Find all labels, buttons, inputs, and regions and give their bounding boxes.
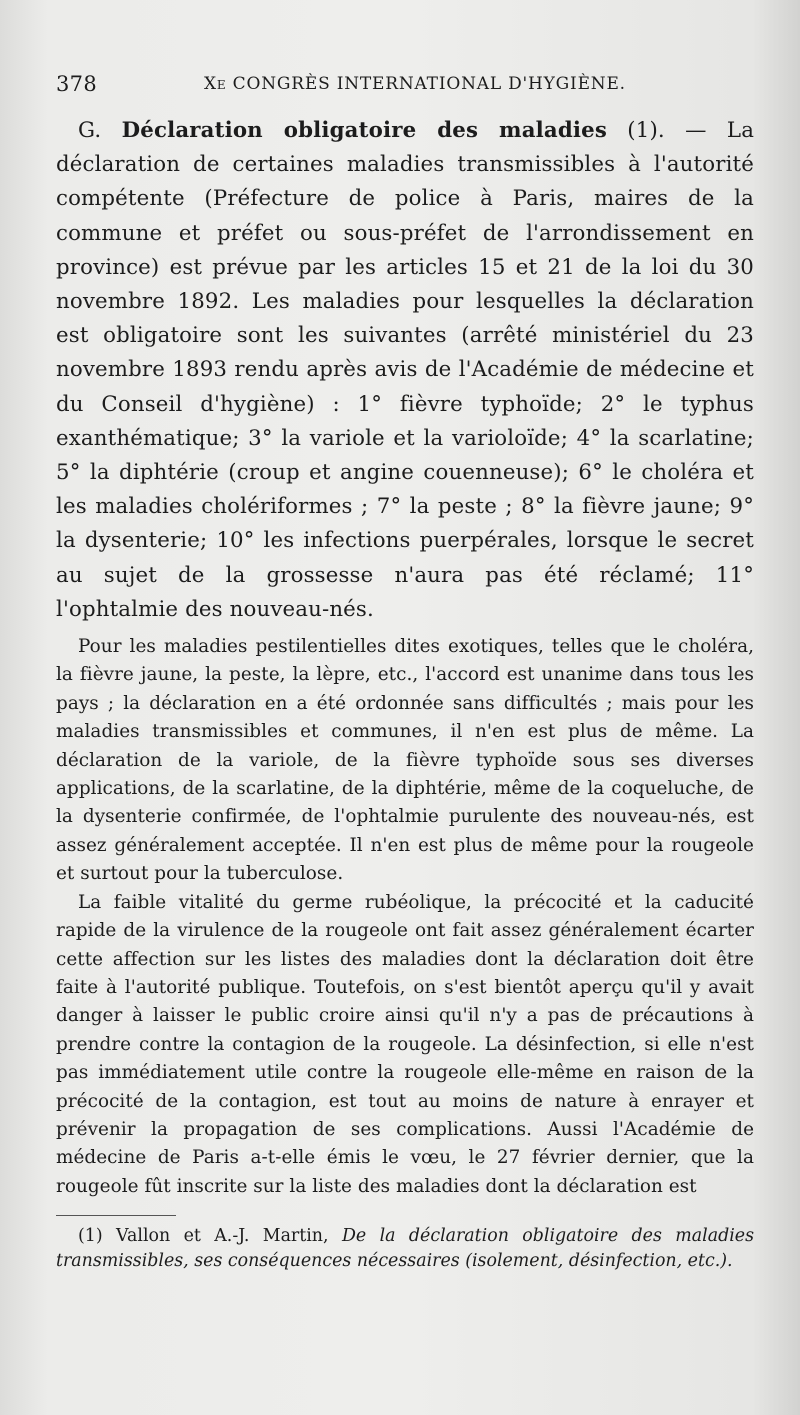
running-title: Xe CONGRÈS INTERNATIONAL D'HYGIÈNE. [204, 74, 626, 94]
section-text: — La déclaration de certaines maladies transmissibles à l'autorité compétente (Préfecture de police à Paris, maires de la commune et préfet ou sous-préfet de l'arrondissement en province) est prévue par les articles 15 et 21 de la loi du 30 novembre 1892. Les maladies pour lesquelles la déclaration est obligatoire sont les suivantes (arrêté ministériel du 23 novembre 1893 rendu après avis de l'Académie de médecine et du Conseil d'hygiène) : 1° fièvre typhoïde; 2° le typhus exanthématique; 3° la variole et la varioloïde; 4° la scarlatine; 5° la diphtérie (croup et angine couenneuse); 6° le choléra et les maladies cholériformes ; 7° la peste ; 8° la fièvre jaune; 9° la dysenterie; 10° les infections puerpérales, lorsque le secret au sujet de la grossesse n'aura pas été réclamé; 11° l'ophtalmie des nouveau-nés. [56, 118, 755, 622]
footnote [56, 1224, 754, 1274]
page-header [56, 72, 756, 104]
footnote-reference: (1). [627, 118, 665, 143]
footnote-tail: (isolement, désinfection, etc.). [465, 1251, 733, 1272]
page-number: 378 [56, 72, 97, 96]
footnote-divider [56, 1215, 176, 1216]
section-paragraph [56, 114, 754, 627]
section-marker: G. [78, 118, 102, 143]
page-body [56, 114, 754, 1274]
footnote-marker: (1) [78, 1226, 103, 1247]
footnote-title: De la déclaration obligatoire des maladies transmissibles, ses conséquences nécessaires [56, 1226, 754, 1272]
footnote-authors: Vallon et A.-J. Martin, [116, 1226, 329, 1247]
section-heading: Déclaration obligatoire des maladies [121, 118, 607, 143]
body-paragraph: Pour les maladies pestilentielles dites exotiques, telles que le choléra, la fièvre jaune, la peste, la lèpre, etc., l'accord est unanime dans tous les pays ; la déclaration en a été ordonnée sans difficultés ; mais pour les maladies transmissibles et communes, il n'en est plus de même. La déclaration de la variole, de la fièvre typhoïde sous ses diverses applications, de la scarlatine, de la diphtérie, même de la coqueluche, de la dysenterie confirmée, de l'ophtalmie purulente des nouveau-nés, est assez généralement acceptée. Il n'en est plus de même pour la rougeole et surtout pour la tuberculose. [56, 636, 754, 885]
body-paragraph: La faible vitalité du germe rubéolique, la précocité et la caducité rapide de la virulence de la rougeole ont fait assez généralement écarter cette affection sur les listes des maladies dont la déclaration doit être faite à l'autorité publique. Toutefois, on s'est bientôt aperçu qu'il y avait danger à laisser le public croire ainsi qu'il n'y a pas de précautions à prendre contre la contagion de la rougeole. La désinfection, si elle n'est pas immédiatement utile contre la rougeole elle-même en raison de la précocité de la contagion, est tout au moins de nature à enrayer et prévenir la propagation de ses complications. Aussi l'Académie de médecine de Paris a-t-elle émis le vœu, le 27 février dernier, que la rougeole fût inscrite sur la liste des maladies dont la déclaration est [56, 891, 754, 1197]
